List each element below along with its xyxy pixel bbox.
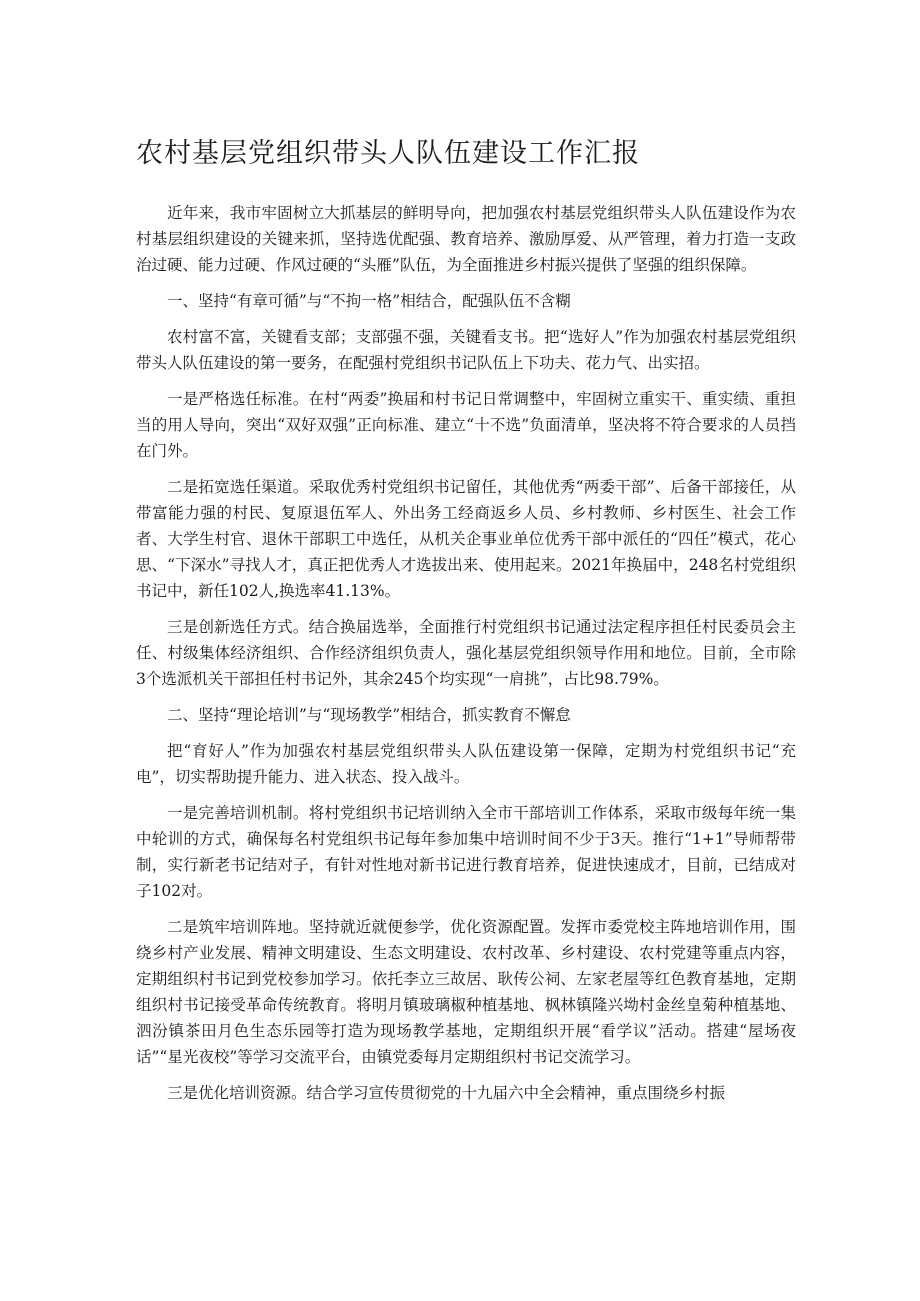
paragraph: 把“育好人”作为加强农村基层党组织带头人队伍建设第一保障，定期为村党组织书记“充电”，切实帮助提升能力、进入状态、投入战斗。 bbox=[136, 742, 796, 786]
section-heading-1: 一、坚持“有章可循”与“不拘一格”相结合，配强队伍不含糊 bbox=[167, 292, 571, 310]
paragraph: 农村富不富，关键看支部；支部强不强，关键看支书。把“选好人”作为加强农村基层党组织带头人队伍建设的第一要务，在配强村党组织书记队伍上下功夫、花力气、出实招。 bbox=[136, 328, 796, 372]
paragraph: 一是严格选任标准。在村“两委”换届和村书记日常调整中，牢固树立重实干、重实绩、重担当的用人导向，突出“双好双强”正向标准、建立“十不选”负面清单，坚决将不符合要求的人员挡在门外。 bbox=[136, 390, 796, 460]
document-page bbox=[136, 120, 796, 1116]
section-heading-2: 二、坚持“理论培训”与“现场教学”相结合，抓实教育不懈怠 bbox=[167, 706, 571, 724]
paragraph: 三是优化培训资源。结合学习宣传贯彻党的十九届六中全会精神，重点围绕乡村振 bbox=[167, 1084, 726, 1102]
paragraph: 一是完善培训机制。将村党组织书记培训纳入全市干部培训工作体系，采取市级每年统一集中轮训的方式，确保每名村党组织书记每年参加集中培训时间不少于3天。推行“1+1”导师帮带制，实行新老书记结对子，有针对性地对新书记进行教育培养，促进快速成才，目前，已结成对子102对。 bbox=[136, 804, 796, 900]
paragraph: 三是创新选任方式。结合换届选举，全面推行村党组织书记通过法定程序担任村民委员会主任、村级集体经济组织、合作经济组织负责人，强化基层党组织领导作用和地位。目前，全市除3个选派机关干部担任村书记外，其余245个均实现“一肩挑”，占比98.79%。 bbox=[136, 618, 796, 688]
paragraph: 二是拓宽选任渠道。采取优秀村党组织书记留任，其他优秀“两委干部”、后备干部接任，从带富能力强的村民、复原退伍军人、外出务工经商返乡人员、乡村教师、乡村医生、社会工作者、大学生村官、退休干部职工中选任，从机关企事业单位优秀干部中派任的“四任”模式，花心思、“下深水”寻找人才，真正把优秀人才选拔出来、使用起来。2021年换届中，248名村党组织书记中，新任102人,换选率41.13%。 bbox=[136, 478, 796, 600]
document-title: 农村基层党组织带头人队伍建设工作汇报 bbox=[136, 138, 640, 169]
paragraph: 二是筑牢培训阵地。坚持就近就便参学，优化资源配置。发挥市委党校主阵地培训作用，围绕乡村产业发展、精神文明建设、生态文明建设、农村改革、乡村建设、农村党建等重点内容，定期组织村书记到党校参加学习。依托李立三故居、耿传公祠、左家老屋等红色教育基地，定期组织村书记接受革命传统教育。将明月镇玻璃椒种植基地、枫林镇隆兴坳村金丝皇菊种植基地、泗汾镇茶田月色生态乐园等打造为现场教学基地，定期组织开展“看学议”活动。搭建“屋场夜话”“星光夜校”等学习交流平台，由镇党委每月定期组织村书记交流学习。 bbox=[136, 918, 796, 1066]
paragraph-intro: 近年来，我市牢固树立大抓基层的鲜明导向，把加强农村基层党组织带头人队伍建设作为农村基层组织建设的关键来抓，坚持选优配强、教育培养、激励厚爱、从严管理，着力打造一支政治过硬、能力过硬、作风过硬的“头雁”队伍，为全面推进乡村振兴提供了坚强的组织保障。 bbox=[136, 204, 796, 274]
